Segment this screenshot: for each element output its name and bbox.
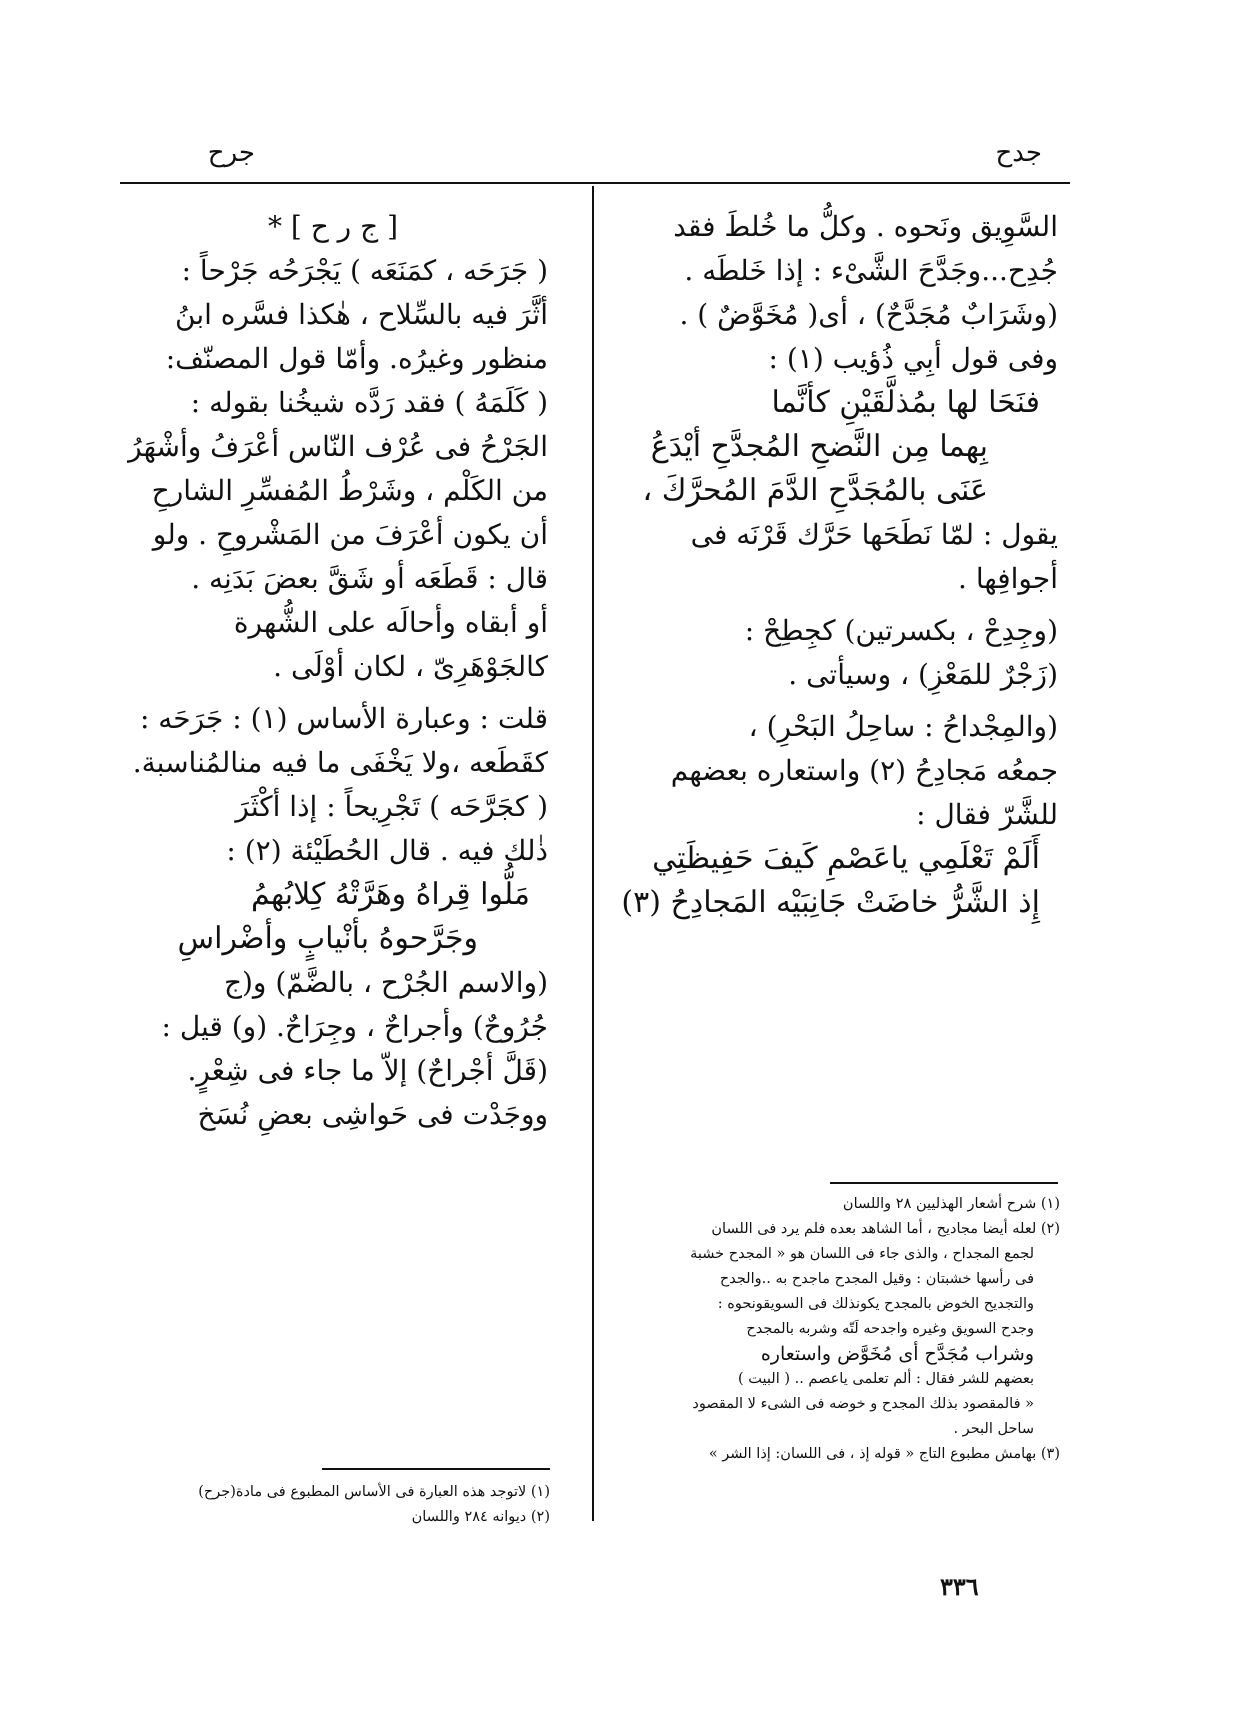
poem-line: إِذ الشَّرُّ خاضَتْ جَانِبَيْه المَجادِحُ (٣): [621, 885, 1040, 920]
text-line: أثَّرَ فيه بالسِّلاح ، هٰكذا فسَّره ابنُ: [175, 298, 548, 331]
entry-heading: [ ج ر ح ] *: [267, 210, 399, 243]
right-column: [618, 205, 1058, 925]
text-line: أو أبقاه وأحالَه على الشُّهرة: [233, 606, 548, 639]
footnote-rule-left: [322, 1468, 550, 1470]
text-line: يقول : لمّا نَطَحَها حَرَّك قَرْنَه فى: [690, 518, 1058, 551]
footnote-line: لجمع المجداح ، والذى جاء فى اللسان هو « المجدح خشبة: [690, 1246, 1034, 1262]
text-line: أن يكون أعْرَفَ من المَشْروحِ . ولو: [152, 518, 548, 551]
footnote-line: وشراب مُجَدَّح أى مُخَوَّض واستعاره: [760, 1343, 1034, 1365]
text-line: (وشَرَابٌ مُجَدَّحٌ) ، أى( مُخَوَّضٌ ) .: [679, 298, 1058, 331]
text-line: السَّوِيق ونَحوه . وكلُّ ما خُلطَ فقد: [673, 210, 1058, 243]
text-line: جمعُه مَجادِحُ (٢) واستعاره بعضهم: [670, 754, 1058, 787]
footnote: (٢) لعله أيضا مجاديح ، أما الشاهد بعده فلم يرد فى اللسان: [711, 1221, 1060, 1237]
text-line: ذٰلك فيه . قال الحُطَيْئة (٢) :: [226, 834, 548, 867]
text-line: جُرُوحٌ) وأجراحٌ ، وجِرَاحٌ. (و) قيل :: [161, 1010, 548, 1043]
poem-line: مَلُّوا قِراهُ وهَرَّتْهُ كِلابُهمُ: [250, 877, 530, 912]
page-number: ٣٣٦: [940, 1572, 979, 1601]
text-line: ( جَرَحَه ، كمَنَعَه ) يَجْرَحُه جَرْحاً :: [181, 254, 548, 287]
text-line: من الكَلْم ، وشَرْطُ المُفسِّرِ الشارحِ: [151, 474, 548, 507]
text-line: (زَجْرٌ للمَعْزِ) ، وسيأتى .: [788, 658, 1058, 691]
text-line: كقَطَعه ،ولا يَخْفَى ما فيه منالمُناسبة.: [132, 746, 548, 779]
header-rule: [120, 182, 1070, 184]
text-line: (وجِدِحْ ، بكسرتين) كجِطِحْ :: [744, 614, 1058, 647]
footnote: (١) لاتوجد هذه العبارة فى الأساس المطبوع فى مادة(جرح): [198, 1484, 550, 1500]
text-line: (قَلَّ أجْراحٌ) إلاّ ما جاء فى شِعْرٍ.: [187, 1054, 548, 1087]
poem-line: أَلَمْ تَعْلَمِي ياعَصْمِ كَيفَ حَفِيظَتِي: [652, 841, 1040, 876]
footnotes-right: [612, 1192, 1060, 1467]
left-column: [118, 205, 548, 1137]
text-line: منظور وغيرُه. وأمّا قول المصنّف:: [165, 342, 548, 375]
text-line: قلت : وعبارة الأساس (١) : جَرَحَه :: [139, 702, 548, 735]
footnote-line: فى رأسها خشبتان : وقيل المجدح ماجدح به ..والجدح: [719, 1271, 1034, 1287]
poem-line: فنَحَا لها بمُذلَّقَيْنِ كأنَّما: [771, 385, 1040, 420]
footnote-line: وجدح السويق وغيره واجدحه لَتّه وشربه بالمجدح: [746, 1321, 1034, 1337]
poem-line: عَنَى بالمُجَدَّحِ الدَّمَ المُحرَّكَ ،: [642, 473, 988, 508]
text-line: جُدِح...وجَدَّحَ الشَّىْء : إذا خَلطَه .: [684, 254, 1058, 287]
text-line: ( كَلَمَهُ ) فقد رَدَّه شيخُنا بقوله :: [190, 386, 548, 419]
text-line: ووجَدْت فى حَواشِى بعضِ نُسَخ: [197, 1098, 548, 1131]
footnote: (١) شرح أشعار الهذليين ٢٨ واللسان: [842, 1196, 1060, 1212]
footnote-line: والتجديح الخوض بالمجدح يكونذلك فى السويقونحوه :: [717, 1296, 1034, 1312]
text-line: وفى قول أبِي ذُؤيب (١) :: [768, 342, 1058, 375]
text-line: ( كجَرَّحَه ) تَجْرِيحاً : إذا أكْثَرَ: [235, 790, 548, 823]
footnotes-left: [118, 1480, 550, 1530]
text-line: أجوافِها .: [958, 562, 1058, 595]
poem-line: وجَرَّحوهُ بأنْيابٍ وأضْراسِ: [177, 921, 478, 956]
text-line: قال : قَطَعَه أو شَقَّ بعضَ بَدَنِه .: [191, 562, 548, 595]
column-divider: [592, 186, 594, 1521]
running-head-left: جرح: [207, 138, 255, 168]
footnote: (٣) بهامش مطبوع التاج « قوله إذ ، فى اللسان: إذا الشر »: [708, 1446, 1060, 1462]
text-line: (والاسم الجُرْح ، بالضَّمّ) و(ج: [223, 966, 548, 999]
footnote-line: بعضهم للشر فقال : ألم تعلمى ياعصم .. ( البيت ): [738, 1371, 1034, 1387]
footnote-rule-right: [830, 1182, 1058, 1184]
text-line: (والمِجْداحُ : ساحِلُ البَحْرِ) ،: [748, 710, 1058, 743]
running-head-right: جدح: [995, 138, 1042, 168]
footnote-line: « فالمقصود بذلك المجدح و خوضه فى الشىء لا المقصود: [692, 1396, 1034, 1412]
footnote-line: ساحل البحر .: [953, 1421, 1034, 1437]
text-line: الجَرْحُ فى عُرْف النّاس أعْرَفُ وأشْهَرُ: [128, 430, 548, 463]
text-line: للشَّرّ فقال :: [916, 798, 1058, 831]
footnote: (٢) ديوانه ٢٨٤ واللسان: [411, 1509, 550, 1525]
text-line: كالجَوْهَرِىّ ، لكان أوْلَى .: [273, 650, 548, 683]
poem-line: بِهما مِن النَّضحِ المُجدَّحِ أيْدَعُ: [650, 429, 988, 464]
